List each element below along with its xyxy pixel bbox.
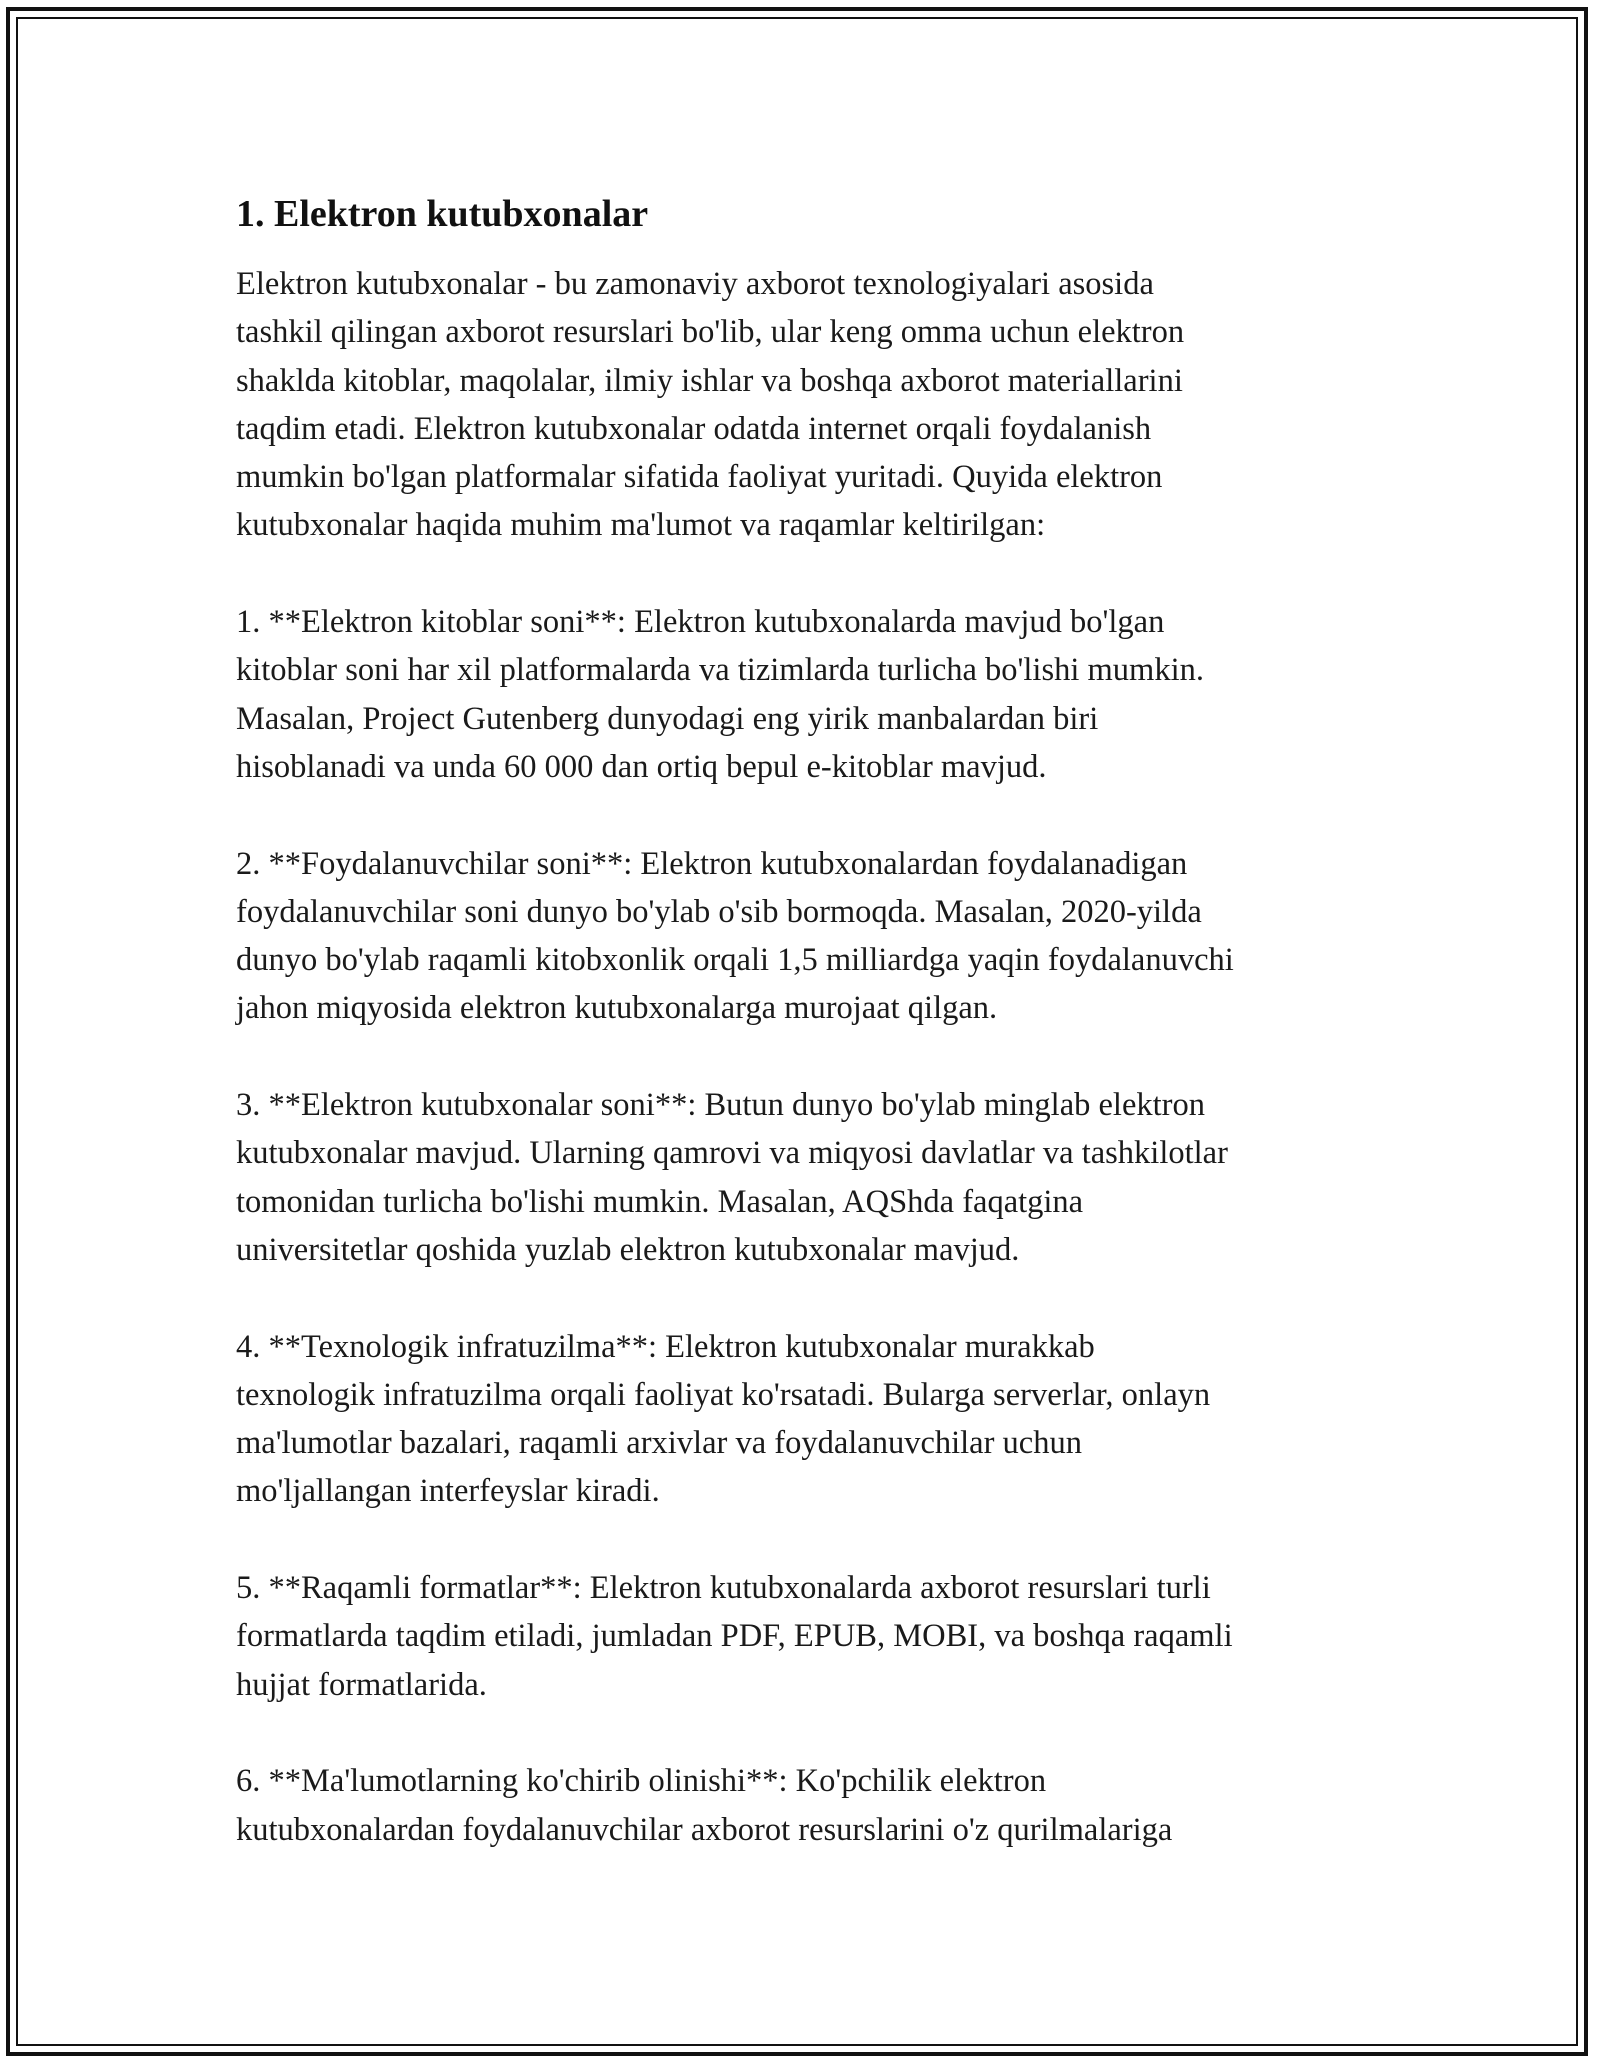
paragraph-line: formatlarda taqdim etiladi, jumladan PDF, EPUB, MOBI, va boshqa raqamli [236,1618,1233,1655]
paragraph-line: 2. **Foydalanuvchilar soni**: Elektron kutubxonalardan foydalanadigan [236,845,1188,882]
document-body [236,190,1376,1902]
paragraph-line: 3. **Elektron kutubxonalar soni**: Butun dunyo bo'ylab minglab elektron [236,1087,1205,1124]
paragraph-line: kutubxonalar mavjud. Ularning qamrovi va miqyosi davlatlar va tashkilotlar [236,1135,1228,1172]
paragraph-line: shaklda kitoblar, maqolalar, ilmiy ishlar va boshqa axborot materiallarini [236,362,1183,399]
paragraph-line: kutubxonalar haqida muhim ma'lumot va raqamlar keltirilgan: [236,507,1046,544]
list-item-data-download [236,1757,1376,1854]
paragraph-line: foydalanuvchilar soni dunyo bo'ylab o'sib bormoqda. Masalan, 2020-yilda [236,893,1202,930]
paragraph-line: ma'lumotlar bazalari, raqamli arxivlar va foydalanuvchilar uchun [236,1425,1082,1462]
paragraph-line: jahon miqyosida elektron kutubxonalarga murojaat qilgan. [236,990,998,1027]
paragraph-line: mo'ljallangan interfeyslar kiradi. [236,1473,660,1510]
section-heading: 1. Elektron kutubxonalar [236,193,649,235]
paragraph-line: 4. **Texnologik infratuzilma**: Elektron kutubxonalar murakkab [236,1328,1095,1365]
intro-paragraph [236,260,1376,550]
list-item-user-count [236,840,1376,1033]
paragraph-line: dunyo bo'ylab raqamli kitobxonlik orqali 1,5 milliardga yaqin foydalanuvchi [236,942,1234,979]
list-item-ebook-count [236,598,1376,791]
paragraph-line: taqdim etadi. Elektron kutubxonalar odatda internet orqali foydalanish [236,410,1152,447]
paragraph-line: tomonidan turlicha bo'lishi mumkin. Masalan, AQShda faqatgina [236,1183,1084,1220]
paragraph-line: tashkil qilingan axborot resurslari bo'lib, ular keng omma uchun elektron [236,314,1185,351]
paragraph-line: mumkin bo'lgan platformalar sifatida faoliyat yuritadi. Quyida elektron [236,459,1163,496]
paragraph-line: kutubxonalardan foydalanuvchilar axborot resurslarini o'z qurilmalariga [236,1811,1173,1848]
paragraph-line: kitoblar soni har xil platformalarda va tizimlarda turlicha bo'lishi mumkin. [236,652,1204,689]
paragraph-line: Elektron kutubxonalar - bu zamonaviy axborot texnologiyalari asosida [236,266,1154,302]
paragraph-line: texnologik infratuzilma orqali faoliyat ko'rsatadi. Bularga serverlar, onlayn [236,1376,1211,1413]
paragraph-line: Masalan, Project Gutenberg dunyodagi eng yirik manbalardan biri [236,700,1099,737]
paragraph-line: universitetlar qoshida yuzlab elektron kutubxonalar mavjud. [236,1231,1020,1268]
list-item-digital-formats [236,1564,1376,1709]
paragraph-line: 5. **Raqamli formatlar**: Elektron kutubxonalarda axborot resurslari turli [236,1570,1211,1607]
paragraph-line: hisoblanadi va unda 60 000 dan ortiq bepul e-kitoblar mavjud. [236,748,1047,785]
list-item-library-count [236,1081,1376,1274]
paragraph-line: 1. **Elektron kitoblar soni**: Elektron kutubxonalarda mavjud bo'lgan [236,604,1165,641]
list-item-infrastructure [236,1323,1376,1516]
paragraph-line: hujjat formatlarida. [236,1666,487,1703]
paragraph-line: 6. **Ma'lumotlarning ko'chirib olinishi**: Ko'pchilik elektron [236,1763,1047,1800]
